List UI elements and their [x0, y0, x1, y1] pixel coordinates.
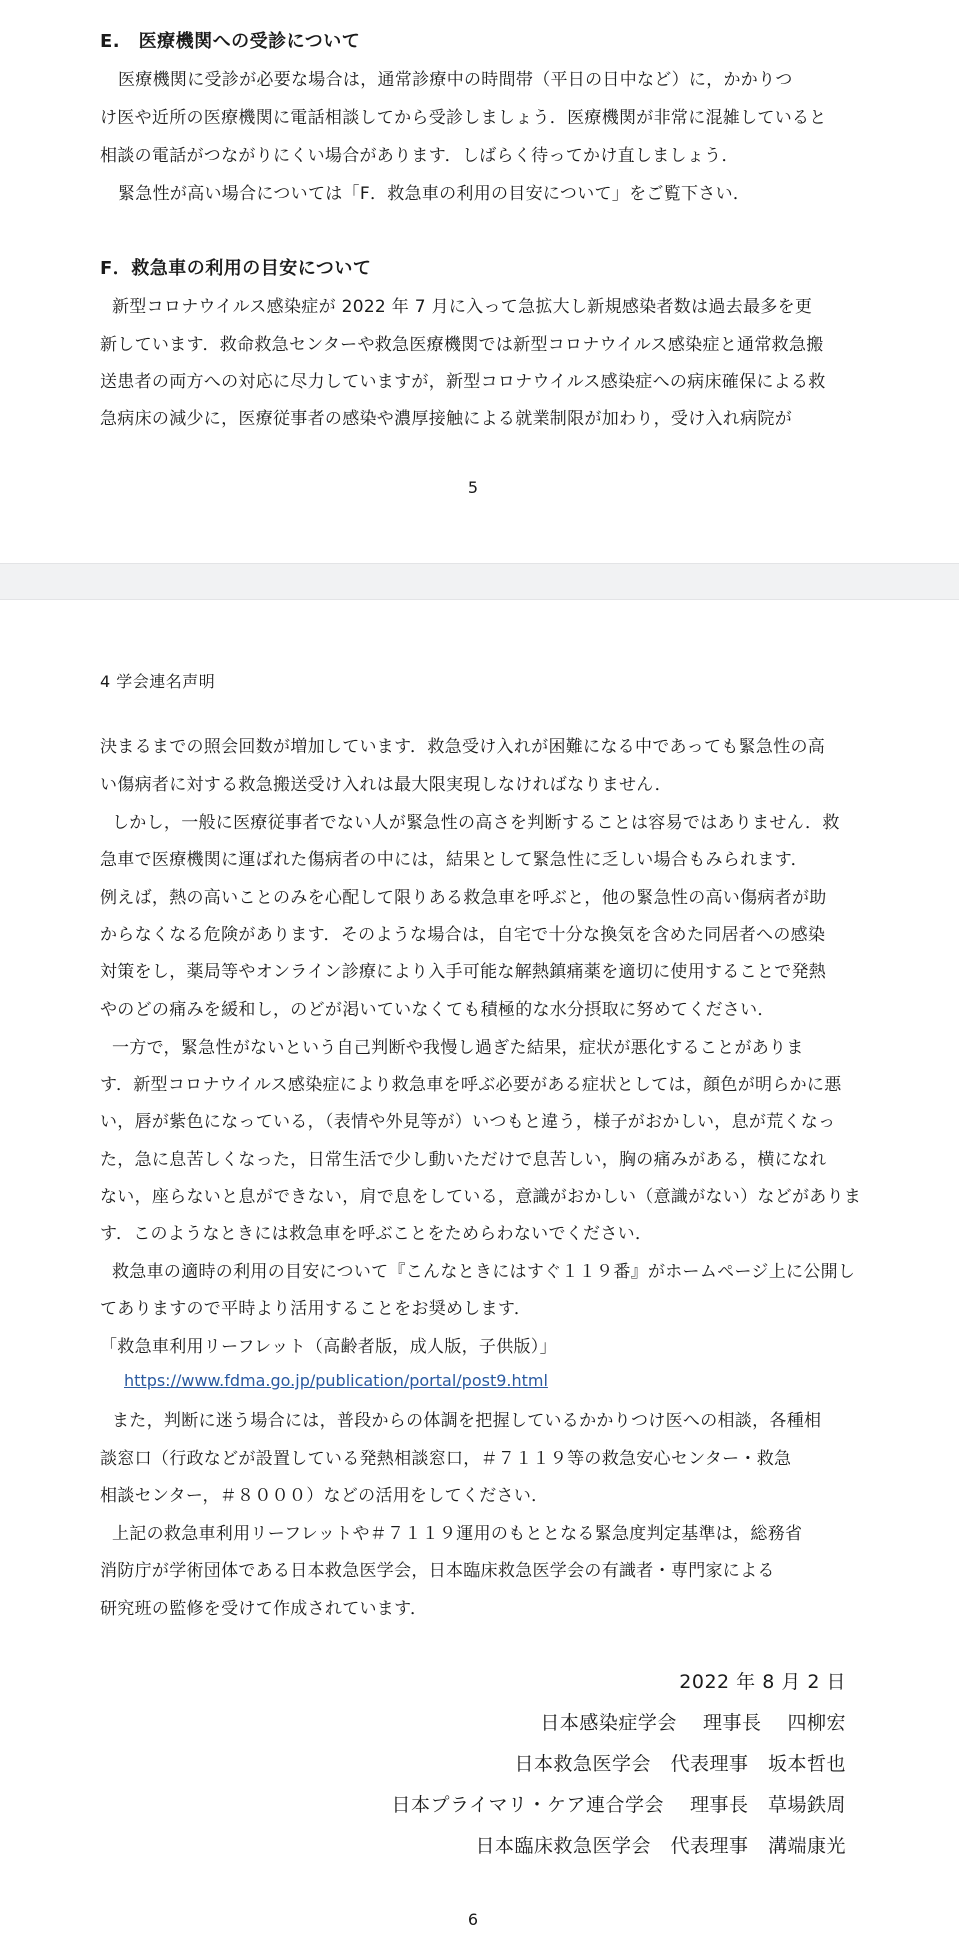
body-line: す．このようなときには救急車を呼ぶことをためらわないでください． — [100, 1224, 653, 1244]
body-line: しかし，一般に医療従事者でない人が緊急性の高さを判断することは容易ではありません．救 — [112, 813, 840, 833]
body-line: す．新型コロナウイルス感染症により救急車を呼ぶ必要がある症状としては，顔色が明らかに悪 — [100, 1075, 842, 1095]
signatory: 日本感染症学会 理事長 四柳宏 — [540, 1712, 846, 1734]
body-line: 決まるまでの照会回数が増加しています．救急受け入れが困難になる中であっても緊急性の高 — [100, 737, 826, 757]
signatory: 日本救急医学会 代表理事 坂本哲也 — [514, 1753, 846, 1775]
body-line: また，判断に迷う場合には，普段からの体調を把握しているかかりつけ医への相談，各種相 — [112, 1411, 822, 1431]
section-f-heading: F．救急車の利用の目安について — [100, 258, 372, 279]
body-line: てありますので平時より活用することをお奨めします． — [100, 1299, 532, 1319]
section-e-heading: E. 医療機関への受診について — [100, 31, 361, 52]
document-page-5 — [0, 0, 959, 563]
body-line: た，急に息苦しくなった，日常生活で少し動いただけで息苦しい，胸の痛みがある，横になれ — [100, 1150, 827, 1170]
body-line: 消防庁が学術団体である日本救急医学会，日本臨床救急医学会の有識者・専門家による — [100, 1561, 775, 1581]
section-e-line: 相談の電話がつながりにくい場合があります．しばらく待ってかけ直しましょう． — [100, 146, 739, 166]
body-line: やのどの痛みを緩和し，のどが渇いていなくても積極的な水分摂取に努めてください． — [100, 1000, 775, 1020]
section-f-line: 新しています．救命救急センターや救急医療機関では新型コロナウイルス感染症と通常救急搬 — [100, 335, 824, 355]
signatory: 日本臨床救急医学会 代表理事 溝端康光 — [475, 1835, 846, 1857]
body-line: 救急車の適時の利用の目安について『こんなときにはすぐ１１９番』がホームページ上に公開し — [112, 1262, 856, 1282]
body-line: い，唇が紫色になっている，（表情や外見等が）いつもと違う，様子がおかしい，息が荒くなっ — [100, 1112, 836, 1132]
section-e-line: け医や近所の医療機関に電話相談してから受診しましょう．医療機関が非常に混雑していると — [100, 108, 827, 128]
body-line: 一方で，緊急性がないという自己判断や我慢し過ぎた結果，症状が悪化することがありま — [112, 1038, 804, 1058]
body-line: い傷病者に対する救急搬送受け入れは最大限実現しなければなりません． — [100, 775, 672, 795]
section-f-line: 送患者の両方への対応に尽力していますが，新型コロナウイルス感染症への病床確保による救 — [100, 372, 826, 392]
signatory: 日本プライマリ・ケア連合学会 理事長 草場鉄周 — [391, 1794, 846, 1816]
section-f-line: 急病床の減少に，医療従事者の感染や濃厚接触による就業制限が加わり，受け入れ病院が — [100, 409, 792, 429]
statement-date: 2022 年 8 月 2 日 — [679, 1671, 846, 1693]
section-e-line: 緊急性が高い場合については「F．救急車の利用の目安について」をご覧下さい． — [118, 184, 751, 204]
body-line: 相談センター，＃８０００）などの活用をしてください． — [100, 1486, 549, 1506]
page-number: 5 — [467, 478, 479, 497]
body-line: 談窓口（行政などが設置している発熱相談窓口，＃７１１９等の救急安心センター・救急 — [100, 1449, 792, 1469]
section-e-line: 医療機関に受診が必要な場合は，通常診療中の時間帯（平日の日中など）に，かかりつ — [118, 70, 793, 90]
document-page-6 — [0, 600, 959, 1950]
body-line: ない，座らないと息ができない，肩で息をしている，意識がおかしい（意識がない）などがありま — [100, 1187, 862, 1207]
leaflet-link[interactable]: https://www.fdma.go.jp/publication/portal/post9.html — [124, 1371, 548, 1390]
body-line: 上記の救急車利用リーフレットや＃７１１９運用のもととなる緊急度判定基準は，総務省 — [112, 1524, 803, 1544]
body-line: 急車で医療機関に運ばれた傷病者の中には，結果として緊急性に乏しい場合もみられます． — [100, 850, 808, 870]
body-line: 対策をし，薬局等やオンライン診療により入手可能な解熱鎮痛薬を適切に使用することで発熱 — [100, 962, 827, 982]
body-line: 「救急車利用リーフレット（高齢者版，成人版，子供版）」 — [100, 1337, 557, 1357]
section-f-line: 新型コロナウイルス感染症が 2022 年 7 月に入って急拡大し新規感染者数は過去最多を更 — [112, 297, 813, 317]
page-number: 6 — [467, 1910, 479, 1929]
page-separator — [0, 563, 959, 600]
page-header: 4 学会連名声明 — [100, 672, 216, 691]
body-line: 例えば，熱の高いことのみを心配して限りある救急車を呼ぶと，他の緊急性の高い傷病者が助 — [100, 888, 827, 908]
body-line: 研究班の監修を受けて作成されています． — [100, 1599, 428, 1619]
body-line: からなくなる危険があります．そのような場合は，自宅で十分な換気を含めた同居者への感染 — [100, 925, 826, 945]
